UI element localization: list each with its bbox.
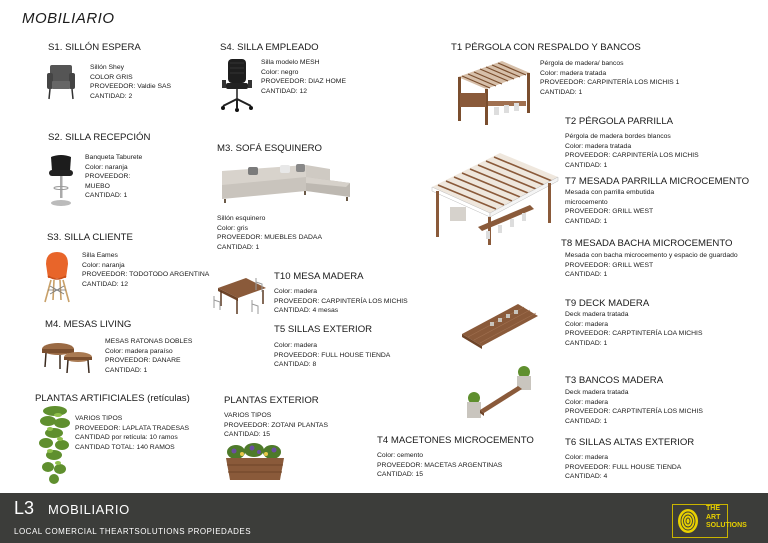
item-desc-t6 bbox=[565, 453, 681, 482]
desc-line: Mesada con parrilla embutida bbox=[565, 189, 655, 196]
bbq-pergola-icon bbox=[430, 143, 560, 247]
hanging-plant-icon bbox=[36, 405, 74, 489]
desc-line: Color: naranja bbox=[82, 261, 125, 269]
desc-line: Color: madera bbox=[565, 454, 609, 461]
item-title-s2: S2. SILLA RECEPCIÓN bbox=[48, 132, 151, 143]
desc-paragraph: Mesada con bacha microcemento y espacio de guardado bbox=[565, 252, 738, 259]
desc-line: CANTIDAD: 1 bbox=[565, 417, 608, 425]
item-title-t4: T4 MACETONES MICROCEMENTO bbox=[377, 435, 534, 446]
item-desc-s1 bbox=[90, 63, 171, 101]
desc-line: Sillón esquinero bbox=[217, 215, 266, 222]
item-title-m3: M3. SOFÁ ESQUINERO bbox=[217, 143, 323, 154]
desc-line: CANTIDAD: 15 bbox=[224, 431, 271, 439]
planter-box-icon bbox=[224, 442, 286, 484]
desc-line: CANTIDAD: 15 bbox=[377, 471, 424, 479]
item-title-s4: S4. SILLA EMPLEADO bbox=[220, 42, 319, 53]
armchair-icon bbox=[46, 63, 76, 101]
item-desc-m3 bbox=[217, 214, 322, 252]
item-title-t1: T1 PÉRGOLA CON RESPALDO Y BANCOS bbox=[451, 42, 641, 53]
desc-line: Sillón Shey bbox=[90, 64, 125, 71]
desc-line: PROVEEDOR: Valdie SAS bbox=[90, 83, 172, 91]
desc-line: CANTIDAD: 1 bbox=[565, 271, 608, 279]
desc-line: PROVEEDOR: bbox=[85, 173, 131, 181]
item-desc-s2 bbox=[85, 153, 142, 201]
desc-line: PROVEEDOR: MUEBLES DADAA bbox=[217, 234, 322, 242]
desc-line: Pérgola de madera/ bancos bbox=[540, 60, 624, 67]
corner-sofa-icon bbox=[218, 161, 354, 207]
item-title-t8: T8 MESADA BACHA MICROCEMENTO bbox=[561, 238, 733, 249]
footer-level: L3 bbox=[14, 498, 35, 518]
desc-line: COLOR GRIS bbox=[90, 73, 133, 81]
footer-subtitle: LOCAL COMERCIAL THEARTSOLUTIONS PROPIEDADES bbox=[14, 527, 252, 536]
desc-line: CANTIDAD: 1 bbox=[565, 339, 608, 347]
desc-line: PROVEEDOR: GRILL WEST bbox=[565, 261, 654, 269]
item-desc-t2 bbox=[565, 132, 699, 170]
desc-line: MUEBO bbox=[85, 182, 110, 190]
item-title-t6: T6 SILLAS ALTAS EXTERIOR bbox=[565, 437, 695, 448]
desc-line: Color: madera bbox=[565, 320, 609, 328]
office-chair-icon bbox=[220, 58, 254, 112]
item-desc-t9 bbox=[565, 310, 702, 348]
desc-line: CANTIDAD: 1 bbox=[565, 217, 608, 225]
item-desc-t5 bbox=[274, 341, 390, 370]
desc-line: CANTIDAD: 1 bbox=[105, 366, 148, 374]
desc-line: CANTIDAD: 8 bbox=[274, 361, 317, 369]
deck-icon bbox=[460, 300, 540, 350]
desc-line: Banqueta Taburete bbox=[85, 154, 143, 161]
wood-table-icon bbox=[212, 274, 270, 316]
desc-line: Color: naranja bbox=[85, 163, 128, 171]
item-title-t3: T3 BANCOS MADERA bbox=[565, 375, 664, 386]
desc-line: Color: madera bbox=[565, 398, 609, 406]
desc-line: CANTIDAD por retícula: 10 ramos bbox=[75, 434, 178, 442]
desc-line: PROVEEDOR: CARPTINTERÍA LOA MICHIS bbox=[565, 330, 703, 338]
desc-line: PROVEEDOR: TODOTODO ARGENTINA bbox=[82, 271, 210, 279]
item-desc-t8 bbox=[565, 251, 738, 280]
item-desc-t1 bbox=[540, 59, 679, 97]
desc-line: PROVEEDOR: ZOTANI PLANTAS bbox=[224, 421, 328, 429]
desc-line: VARIOS TIPOS bbox=[75, 415, 123, 422]
desc-line: Deck madera tratada bbox=[565, 389, 629, 396]
item-desc-m4 bbox=[105, 337, 192, 375]
desc-line: CANTIDAD: 1 bbox=[565, 161, 608, 169]
item-title-t9: T9 DECK MADERA bbox=[565, 298, 650, 309]
desc-line: PROVEEDOR: CARPINTERÍA LOS MICHIS 1 bbox=[540, 79, 680, 87]
desc-line: PROVEEDOR: MACETAS ARGENTINAS bbox=[377, 461, 503, 469]
desc-line: Color: madera tratada bbox=[565, 142, 632, 150]
bench-planters-icon bbox=[462, 364, 538, 426]
desc-line: CANTIDAD: 4 mesas bbox=[274, 307, 339, 315]
desc-line: PROVEEDOR: LAPLATA TRADESAS bbox=[75, 424, 190, 432]
logo-line: ART bbox=[706, 513, 721, 521]
item-title-s3: S3. SILLA CLIENTE bbox=[47, 232, 133, 243]
item-desc-t4 bbox=[377, 451, 502, 480]
desc-line: Color: madera bbox=[274, 288, 318, 295]
desc-line: PROVEEDOR: FULL HOUSE TIENDA bbox=[565, 463, 682, 471]
desc-line: CANTIDAD: 2 bbox=[90, 92, 133, 100]
pergola-icon bbox=[452, 57, 534, 127]
item-title-plantas-artificiales: PLANTAS ARTIFICIALES (retículas) bbox=[35, 393, 190, 404]
logo-line: SOLUTIONS bbox=[706, 522, 747, 529]
desc-line: CANTIDAD: 12 bbox=[82, 280, 129, 288]
item-desc-t3 bbox=[565, 388, 703, 426]
desc-line: Color: madera paraíso bbox=[105, 347, 173, 355]
desc-line: PROVEEDOR: CARPINTERÍA LOS MICHIS bbox=[274, 297, 408, 305]
desc-line: Pérgola de madera bordes blancos bbox=[565, 133, 671, 140]
desc-line: MESAS RATONAS DOBLES bbox=[105, 338, 193, 345]
desc-line: microcemento bbox=[565, 198, 608, 206]
desc-line: Color: madera bbox=[274, 342, 318, 349]
desc-line: CANTIDAD: 12 bbox=[261, 87, 308, 95]
item-title-t10: T10 MESA MADERA bbox=[274, 271, 364, 282]
desc-line: Color: negro bbox=[261, 68, 299, 76]
item-desc-s3 bbox=[82, 251, 209, 289]
desc-line: CANTIDAD: 1 bbox=[540, 88, 583, 96]
desc-line: Deck madera tratada bbox=[565, 311, 629, 318]
eames-chair-icon bbox=[42, 250, 72, 304]
desc-line: Color: gris bbox=[217, 224, 248, 232]
page-title: MOBILIARIO bbox=[22, 10, 115, 27]
desc-line: PROVEEDOR: CARPTINTERÍA LOS MICHIS bbox=[565, 408, 703, 416]
item-desc-t10 bbox=[274, 287, 408, 316]
item-title-t5: T5 SILLAS EXTERIOR bbox=[274, 324, 373, 335]
item-desc-plantas-exterior bbox=[224, 411, 328, 440]
logo-text bbox=[706, 505, 747, 531]
desc-line: VARIOS TIPOS bbox=[224, 412, 272, 419]
desc-line: CANTIDAD: 4 bbox=[565, 473, 608, 481]
desc-line: Silla Eames bbox=[82, 252, 118, 259]
desc-line: Color: cemento bbox=[377, 452, 424, 459]
desc-line: PROVEEDOR: GRILL WEST bbox=[565, 208, 654, 216]
desc-line: CANTIDAD TOTAL: 140 RAMOS bbox=[75, 443, 175, 451]
desc-line: PROVEEDOR: DANARE bbox=[105, 357, 181, 365]
item-desc-s4 bbox=[261, 58, 346, 96]
item-desc-t7 bbox=[565, 188, 654, 226]
desc-line: Silla modelo MESH bbox=[261, 59, 320, 66]
item-title-t2: T2 PÉRGOLA PARRILLA bbox=[565, 116, 674, 127]
desc-line: PROVEEDOR: FULL HOUSE TIENDA bbox=[274, 351, 391, 359]
desc-line: Color: madera tratada bbox=[540, 69, 607, 77]
item-title-s1: S1. SILLÓN ESPERA bbox=[48, 42, 141, 53]
desc-line: PROVEEDOR: DIAZ HOME bbox=[261, 78, 346, 86]
footer-name: MOBILIARIO bbox=[48, 502, 130, 517]
item-title-t7: T7 MESADA PARRILLA MICROCEMENTO bbox=[565, 176, 750, 187]
item-title-plantas-exterior: PLANTAS EXTERIOR bbox=[224, 395, 319, 406]
desc-line: CANTIDAD: 1 bbox=[85, 192, 128, 200]
logo-line: THE bbox=[706, 505, 720, 512]
coffee-tables-icon bbox=[40, 339, 94, 375]
item-title-m4: M4. MESAS LIVING bbox=[45, 319, 132, 330]
item-desc-plantas-artificiales bbox=[75, 414, 189, 452]
desc-line: CANTIDAD: 1 bbox=[217, 243, 260, 251]
logo-icon bbox=[676, 508, 700, 534]
desc-line: PROVEEDOR: CARPINTERÍA LOS MICHIS bbox=[565, 152, 699, 160]
bar-stool-icon bbox=[46, 153, 76, 209]
